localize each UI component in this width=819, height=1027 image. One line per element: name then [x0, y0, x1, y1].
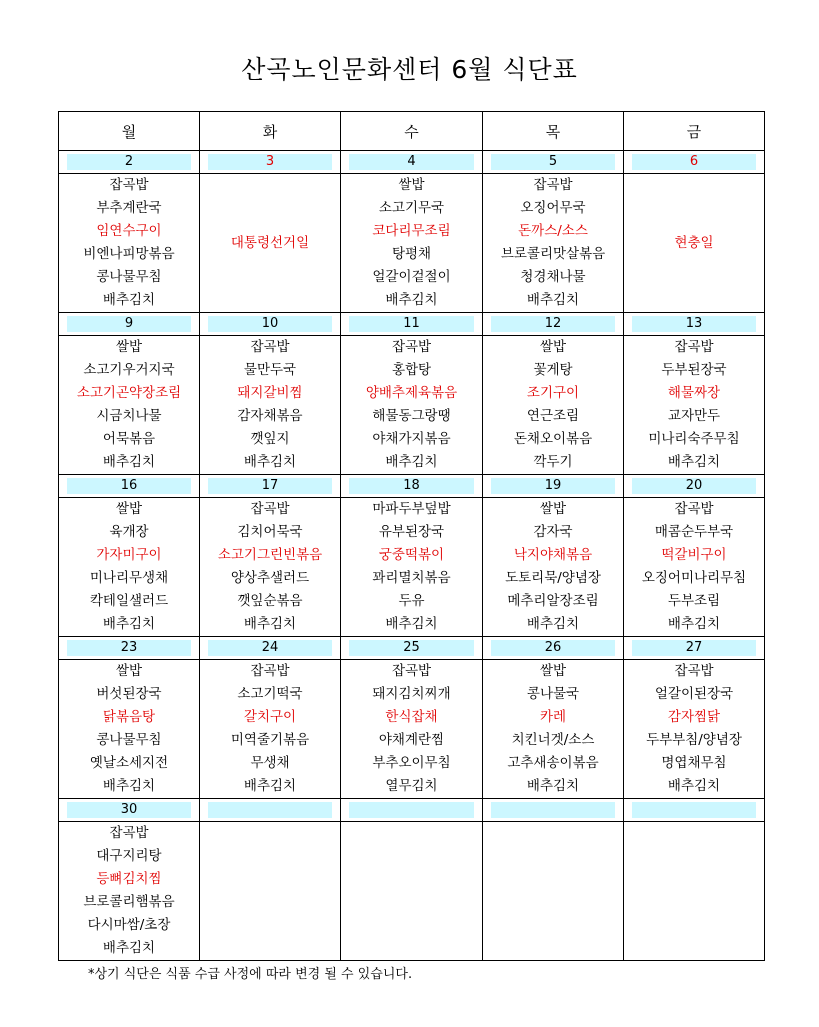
- menu-item: 탕평채: [391, 246, 432, 262]
- date-cell: [200, 799, 341, 822]
- menu-item: 배추김치: [243, 616, 297, 632]
- menu-item: 배추김치: [102, 940, 156, 956]
- menu-item: 깻잎지: [250, 431, 290, 447]
- menu-row: [59, 822, 765, 961]
- date-label: [632, 802, 756, 818]
- main-dish: 갈치구이: [243, 709, 297, 725]
- weekday-header-row: [59, 112, 765, 151]
- menu-item: 육개장: [109, 524, 149, 540]
- menu-item: 돼지김치찌개: [372, 686, 451, 702]
- main-dish: 돼지갈비찜: [237, 385, 303, 401]
- menu-item: 두부부침/양념장: [646, 732, 742, 748]
- menu-cell: [624, 498, 765, 637]
- date-cell: [59, 313, 200, 336]
- date-cell: [59, 475, 200, 498]
- date-cell: [341, 313, 483, 336]
- main-dish: 조기구이: [526, 385, 580, 401]
- menu-item: 잡곡밥: [391, 339, 432, 355]
- date-label: 3: [208, 154, 332, 170]
- menu-item: 미나리숙주무침: [648, 431, 740, 447]
- menu-row: [59, 498, 765, 637]
- menu-item: 얼갈이겉절이: [372, 269, 451, 285]
- date-row: [59, 637, 765, 660]
- main-dish: 궁중떡볶이: [378, 547, 445, 563]
- menu-item: 두부된장국: [661, 362, 727, 378]
- menu-item: 잡곡밥: [109, 825, 149, 841]
- menu-item: 오징어미나리무침: [641, 570, 747, 586]
- menu-item: 야채계란찜: [378, 732, 445, 748]
- menu-item: 시금치나물: [96, 408, 162, 424]
- menu-item: 배추김치: [102, 778, 156, 794]
- date-cell: [483, 475, 624, 498]
- menu-item: 배추김치: [526, 292, 580, 308]
- date-label: 9: [67, 316, 191, 332]
- menu-item: 해물동그랑땡: [372, 408, 451, 424]
- menu-item: 배추김치: [385, 616, 438, 632]
- menu-item: 잡곡밥: [674, 339, 714, 355]
- menu-item: 매콤순두부국: [654, 524, 734, 540]
- holiday-cell: [624, 174, 765, 313]
- date-label: 17: [208, 478, 332, 494]
- main-dish: 소고기곤약장조림: [76, 385, 182, 401]
- menu-item: 배추김치: [102, 292, 156, 308]
- date-cell: [624, 637, 765, 660]
- menu-cell: [200, 498, 341, 637]
- date-label: 19: [491, 478, 615, 494]
- menu-item: 미나리무생채: [89, 570, 169, 586]
- weekday-mon: 월: [59, 112, 200, 151]
- menu-item: 돈채오이볶음: [513, 431, 593, 447]
- menu-item: 부추오이무침: [372, 755, 451, 771]
- date-row: [59, 475, 765, 498]
- menu-item: 배추김치: [243, 454, 297, 470]
- menu-item: 배추김치: [102, 616, 156, 632]
- menu-item: 꽈리멸치볶음: [372, 570, 451, 586]
- date-label: 26: [491, 640, 615, 656]
- menu-cell: [341, 336, 483, 475]
- weekday-wed: 수: [341, 112, 483, 151]
- menu-item: 쌀밥: [539, 339, 567, 355]
- menu-item: 콩나물무침: [96, 269, 162, 285]
- menu-item: 다시마쌈/초장: [87, 917, 171, 933]
- menu-item: 고추새송이볶음: [507, 755, 599, 771]
- menu-cell: [59, 822, 200, 961]
- menu-cell: [200, 822, 341, 961]
- menu-cell: [200, 660, 341, 799]
- holiday-name: 현충일: [674, 234, 714, 251]
- menu-item: 잡곡밥: [250, 501, 290, 517]
- date-cell: [200, 637, 341, 660]
- date-cell: [59, 151, 200, 174]
- menu-item: 소고기떡국: [237, 686, 303, 702]
- date-cell: [200, 475, 341, 498]
- menu-cell: [483, 174, 624, 313]
- date-label: 12: [491, 316, 615, 332]
- menu-item: 쌀밥: [539, 663, 567, 679]
- menu-item: 어묵볶음: [102, 431, 156, 447]
- menu-cell: [59, 174, 200, 313]
- date-row: [59, 151, 765, 174]
- menu-item: 감자채볶음: [237, 408, 303, 424]
- menu-item: 유부된장국: [378, 524, 445, 540]
- main-dish: 해물짜장: [667, 385, 721, 401]
- menu-row: [59, 336, 765, 475]
- menu-item: 마파두부덮밥: [372, 501, 451, 517]
- menu-cell: [624, 660, 765, 799]
- date-cell: [200, 151, 341, 174]
- menu-item: 도토리묵/양념장: [505, 570, 601, 586]
- date-cell: [483, 799, 624, 822]
- menu-item: 콩나물국: [526, 686, 580, 702]
- menu-cell: [59, 498, 200, 637]
- meal-plan-table: [58, 111, 765, 961]
- weekday-tue: 화: [200, 112, 341, 151]
- date-cell: [200, 313, 341, 336]
- date-label: 11: [349, 316, 474, 332]
- menu-item: 미역줄기볶음: [230, 732, 310, 748]
- menu-item: 배추김치: [526, 616, 580, 632]
- menu-item: 두유: [398, 593, 425, 609]
- menu-row: [59, 174, 765, 313]
- main-dish: 코다리무조림: [372, 223, 451, 239]
- menu-cell: [483, 822, 624, 961]
- date-label: 27: [632, 640, 756, 656]
- holiday-name: 대통령선거일: [230, 234, 310, 251]
- menu-item: 배추김치: [667, 616, 721, 632]
- date-cell: [624, 475, 765, 498]
- date-label: 6: [632, 154, 756, 170]
- menu-item: 청경채나물: [520, 269, 586, 285]
- menu-item: 꽃게탕: [533, 362, 573, 378]
- menu-item: 깻잎순볶음: [237, 593, 303, 609]
- main-dish: 등뼈김치찜: [96, 871, 162, 887]
- date-label: [491, 802, 615, 818]
- date-cell: [624, 799, 765, 822]
- main-dish: 감자찜닭: [667, 709, 721, 725]
- menu-cell: [59, 336, 200, 475]
- menu-item: 잡곡밥: [533, 177, 573, 193]
- menu-item: 브로콜리맛살볶음: [500, 246, 606, 262]
- menu-cell: [624, 822, 765, 961]
- date-label: 30: [67, 802, 191, 818]
- menu-item: 소고기무국: [378, 200, 445, 216]
- date-cell: [59, 799, 200, 822]
- main-dish: 가자미구이: [96, 547, 162, 563]
- footnote: *상기 식단은 식품 수급 사정에 따라 변경 될 수 있습니다.: [88, 967, 413, 982]
- menu-item: 오징어무국: [520, 200, 586, 216]
- date-label: [349, 802, 474, 818]
- menu-row: [59, 660, 765, 799]
- menu-cell: [341, 822, 483, 961]
- date-label: 23: [67, 640, 191, 656]
- menu-item: 대구지리탕: [96, 848, 162, 864]
- main-dish: 양배추제육볶음: [365, 385, 458, 401]
- date-label: 13: [632, 316, 756, 332]
- menu-item: 명엽채무침: [661, 755, 727, 771]
- main-dish: 돈까스/소스: [518, 223, 588, 239]
- menu-item: 배추김치: [385, 292, 438, 308]
- date-cell: [341, 799, 483, 822]
- main-dish: 한식잡채: [385, 709, 438, 725]
- menu-cell: [59, 660, 200, 799]
- main-dish: 낙지야채볶음: [513, 547, 593, 563]
- menu-item: 연근조림: [526, 408, 580, 424]
- menu-item: 배추김치: [385, 454, 438, 470]
- menu-item: 배추김치: [526, 778, 580, 794]
- date-row: [59, 313, 765, 336]
- menu-item: 잡곡밥: [674, 663, 714, 679]
- menu-cell: [341, 498, 483, 637]
- menu-item: 김치어묵국: [237, 524, 303, 540]
- menu-item: 교자만두: [667, 408, 721, 424]
- date-cell: [483, 313, 624, 336]
- date-cell: [483, 151, 624, 174]
- menu-item: 두부조림: [667, 593, 721, 609]
- date-label: 10: [208, 316, 332, 332]
- weekday-fri: 금: [624, 112, 765, 151]
- menu-item: 잡곡밥: [250, 663, 290, 679]
- main-dish: 떡갈비구이: [661, 547, 727, 563]
- date-label: 2: [67, 154, 191, 170]
- menu-item: 배추김치: [667, 454, 721, 470]
- menu-item: 치킨너겟/소스: [511, 732, 595, 748]
- date-label: 16: [67, 478, 191, 494]
- date-label: 4: [349, 154, 474, 170]
- date-label: 25: [349, 640, 474, 656]
- menu-item: 물만두국: [243, 362, 297, 378]
- date-cell: [341, 475, 483, 498]
- menu-item: 열무김치: [385, 778, 438, 794]
- page-title: 산곡노인문화센터 6월 식단표: [241, 55, 578, 84]
- menu-item: 쌀밥: [398, 177, 425, 193]
- date-row: [59, 799, 765, 822]
- menu-item: 쌀밥: [539, 501, 567, 517]
- menu-item: 배추김치: [667, 778, 721, 794]
- menu-item: 잡곡밥: [674, 501, 714, 517]
- menu-item: 무생채: [250, 755, 290, 771]
- menu-item: 콩나물무침: [96, 732, 162, 748]
- menu-item: 쌀밥: [115, 501, 143, 517]
- menu-item: 비엔나피망볶음: [83, 246, 175, 262]
- menu-item: 배추김치: [102, 454, 156, 470]
- holiday-cell: [200, 174, 341, 313]
- menu-item: 배추김치: [243, 778, 297, 794]
- menu-item: 양상추샐러드: [230, 570, 310, 586]
- menu-cell: [341, 660, 483, 799]
- menu-item: 옛날소세지전: [89, 755, 169, 771]
- menu-item: 쌀밥: [115, 339, 143, 355]
- date-cell: [624, 313, 765, 336]
- date-cell: [341, 151, 483, 174]
- date-label: 24: [208, 640, 332, 656]
- menu-cell: [341, 174, 483, 313]
- menu-cell: [483, 498, 624, 637]
- menu-item: 홍합탕: [391, 362, 432, 378]
- menu-cell: [200, 336, 341, 475]
- menu-item: 감자국: [533, 524, 573, 540]
- menu-item: 브로콜리햄볶음: [83, 894, 175, 910]
- menu-item: 얼갈이된장국: [654, 686, 734, 702]
- main-dish: 소고기그린빈볶음: [217, 547, 323, 563]
- menu-item: 잡곡밥: [250, 339, 290, 355]
- main-dish: 카레: [539, 709, 567, 725]
- menu-item: 쌀밥: [115, 663, 143, 679]
- menu-cell: [624, 336, 765, 475]
- date-cell: [624, 151, 765, 174]
- menu-item: 칵테일샐러드: [89, 593, 169, 609]
- date-label: 18: [349, 478, 474, 494]
- menu-item: 잡곡밥: [391, 663, 432, 679]
- date-cell: [59, 637, 200, 660]
- date-label: 20: [632, 478, 756, 494]
- date-cell: [341, 637, 483, 660]
- menu-item: 야채가지볶음: [372, 431, 451, 447]
- menu-item: 버섯된장국: [96, 686, 162, 702]
- menu-cell: [483, 660, 624, 799]
- menu-item: 소고기우거지국: [83, 362, 175, 378]
- main-dish: 임연수구이: [96, 223, 162, 239]
- menu-item: 부추계란국: [96, 200, 162, 216]
- date-cell: [483, 637, 624, 660]
- weekday-thu: 목: [483, 112, 624, 151]
- main-dish: 닭볶음탕: [102, 709, 156, 725]
- date-label: 5: [491, 154, 615, 170]
- date-label: [208, 802, 332, 818]
- menu-item: 잡곡밥: [109, 177, 149, 193]
- menu-item: 깍두기: [533, 454, 573, 470]
- menu-item: 메추리알장조림: [507, 593, 599, 609]
- menu-cell: [483, 336, 624, 475]
